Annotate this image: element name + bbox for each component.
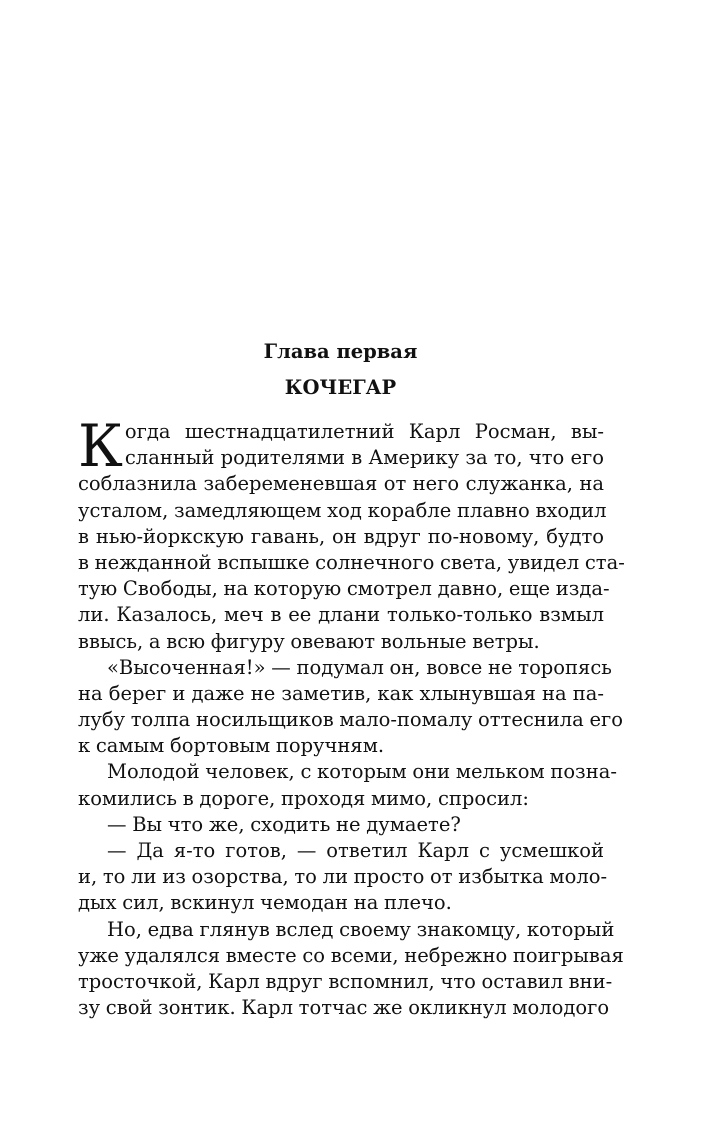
- text-line: и, то ли из озорства, то ли просто от избытка моло-: [78, 865, 608, 889]
- text-line: дых сил, вскинул чемодан на плечо.: [78, 891, 452, 915]
- text-line: комились в дороге, проходя мимо, спросил:: [78, 786, 529, 810]
- text-line: в нью-йоркскую гавань, он вдруг по-новому, будто: [78, 524, 604, 548]
- text-line: соблазнила забеременевшая от него служанка, на: [78, 472, 604, 496]
- text-line: «Высоченная!» — подумал он, вовсе не торопясь: [107, 655, 612, 679]
- chapter-text: [78, 412, 625, 1021]
- text-line: Молодой человек, с которым они мельком позна-: [107, 760, 617, 784]
- text-line: уже удалялся вместе со всеми, небрежно поигрывая: [78, 943, 624, 967]
- text-line: ввысь, а всю фигуру овевают вольные ветры.: [78, 629, 540, 653]
- chapter-subtitle: КОЧЕГАР: [284, 376, 397, 399]
- text-line: — Вы что же, сходить не думаете?: [107, 812, 461, 836]
- text-line: лубу толпа носильщиков мало-помалу оттеснила его: [78, 708, 623, 732]
- text-line: зу свой зонтик. Карл тотчас же окликнул молодого: [78, 996, 610, 1020]
- text-line: в нежданной вспышке солнечного света, увидел ста-: [78, 550, 625, 574]
- drop-cap: К: [78, 412, 123, 480]
- text-line: тросточкой, Карл вдруг вспомнил, что оставил вни-: [78, 969, 613, 993]
- text-line: сланный родителями в Америку за то, что его: [124, 446, 604, 470]
- text-line: тую Свободы, на которую смотрел давно, еще изда-: [78, 577, 610, 601]
- chapter-title: Глава первая: [263, 340, 418, 363]
- text-line: усталом, замедляющем ход корабле плавно входил: [78, 498, 607, 522]
- text-line: на берег и даже не заметив, как хлынувшая на па-: [78, 681, 604, 705]
- text-line: огда шестнадцатилетний Карл Росман, вы-: [124, 420, 604, 443]
- text-line: — Да я-то готов, — ответил Карл с усмешкой: [107, 839, 604, 862]
- text-line: ли. Казалось, меч в ее длани только-только взмыл: [78, 603, 604, 627]
- text-line: к самым бортовым поручням.: [78, 734, 385, 758]
- text-line: Но, едва глянув вслед своему знакомцу, который: [107, 917, 615, 941]
